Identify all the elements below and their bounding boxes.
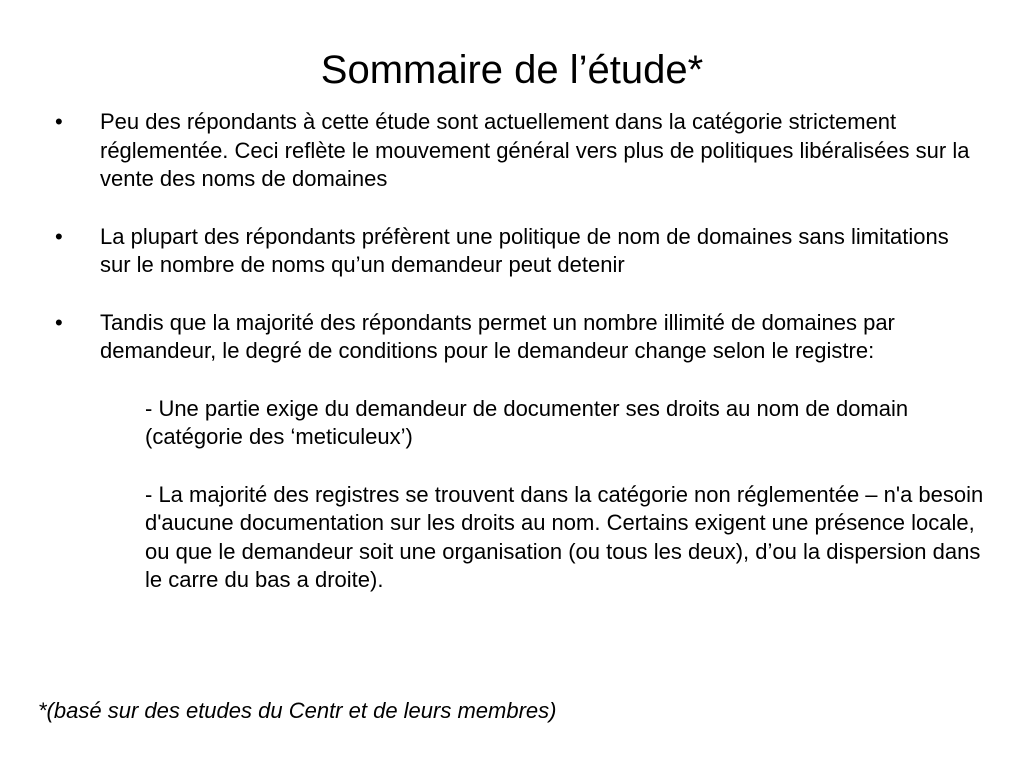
bullet-item-3 (55, 309, 985, 595)
bullet-marker: • (55, 109, 63, 134)
bullet-marker: • (55, 309, 63, 335)
bullet-text-3: Tandis que la majorité des répondants permet un nombre illimité de domaines par demandeur, le degré de conditions pour le demandeur change selon le registre: (100, 309, 895, 363)
bullet-list (55, 108, 985, 624)
bullet-item-2 (55, 223, 985, 280)
sub-item-1: - Une partie exige du demandeur de documenter ses droits au nom de domain (catégorie des ‘meticuleux’) (145, 395, 909, 449)
bullet-item-1 (55, 108, 985, 194)
footnote: *(basé sur des etudes du Centr et de leurs membres) (38, 698, 557, 723)
bullet-text-1: Peu des répondants à cette étude sont actuellement dans la catégorie strictement réglementée. Ceci reflète le mouvement général vers plus de politiques libéralisées sur la vente des noms de domaines (100, 109, 970, 191)
bullet-text-2: La plupart des répondants préfèrent une politique de nom de domaines sans limitations sur le nombre de noms qu’un demandeur peut detenir (100, 223, 949, 277)
slide-title: Sommaire de l’étude* (320, 48, 704, 92)
sub-item-2: - La majorité des registres se trouvent dans la catégorie non réglementée – n'a besoin d'aucune documentation sur les droits au nom. Certains exigent une présence locale, ou que le demandeur soit une organisation (ou tous les deux), d’ou la dispersion dans le carre du bas a droite). (145, 481, 984, 592)
bullet-marker: • (55, 223, 63, 249)
